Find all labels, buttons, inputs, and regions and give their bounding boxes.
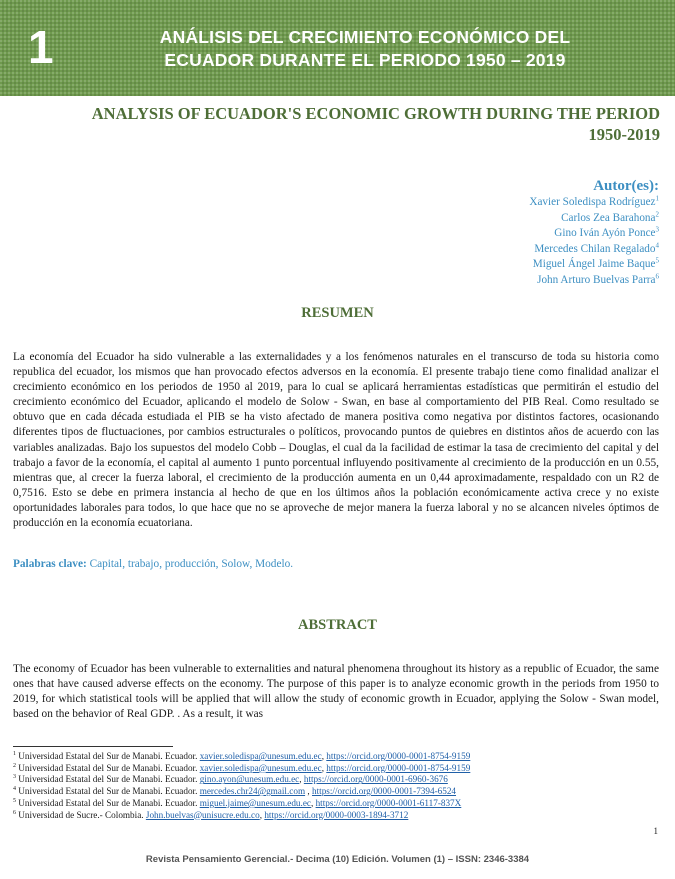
footnote-orcid-link[interactable]: https://orcid.org/0000-0003-1894-3712: [264, 809, 409, 820]
keywords: [13, 557, 659, 572]
footnote-ref: 1: [13, 750, 16, 757]
footnote-ref: 6: [13, 809, 16, 816]
footnote-affiliation: Universidad Estatal del Sur de Manabi. Ecuador.: [18, 774, 198, 785]
author-item: [529, 226, 659, 242]
author-name: Mercedes Chilan Regalado: [534, 242, 656, 255]
footnotes: [13, 751, 659, 821]
footnote-affiliation: Universidad Estatal del Sur de Manabi. Ecuador.: [18, 751, 198, 761]
footnote: $^5$ Universidad Estatal del Sur de Manabi. Ecuador. miguel.jaime@unesum.edu.ec, https://orcid.org/0000-0001-6117-837X: [13, 797, 462, 808]
author-name: Miguel Ángel Jaime Baque: [532, 258, 656, 270]
footnote-email-link[interactable]: xavier.soledispa@unesum.edu.ec: [199, 762, 322, 773]
author-name: Gino Iván Ayón Ponce: [554, 227, 656, 239]
author-ref: 2: [655, 209, 659, 218]
author-name: John Arturo Buelvas Parra: [537, 273, 656, 286]
footnote: $^2$ Universidad Estatal del Sur de Manabi. Ecuador. xavier.soledispa@unesum.edu.ec, https://orcid.org/0000-0001-8754-9159: [13, 762, 471, 773]
footnote-email-link[interactable]: mercedes.chr24@gmail.com: [199, 786, 306, 797]
author-item: [529, 195, 659, 211]
footnote-orcid-link[interactable]: https://orcid.org/0000-0001-8754-9159: [326, 751, 471, 761]
abstract-text: The economy of Ecuador has been vulnerable to externalities and natural phenomena throughout its history as a republic of Ecuador, the same ones that have caused adverse effects on the economy. The purpose of this paper is to analyze economic growth in the periods from 1950 to 2019, for which statistical tools will be applied that will allow the study of economic growth in Ecuador, applying the Solow - Swan model, based on the behavior of Real GDP. . As a result, it was: [13, 663, 659, 721]
english-title-line-1: ANALYSIS OF ECUADOR'S ECONOMIC GROWTH DURING THE PERIOD: [91, 104, 660, 123]
footnote: $^3$ Universidad Estatal del Sur de Manabi. Ecuador. gino.ayon@unesum.edu.ec, https://orcid.org/0000-0001-6960-3676: [13, 774, 448, 785]
footnote-ref: 2: [13, 762, 16, 769]
footnote-ref: 4: [13, 786, 16, 793]
resumen-heading: RESUMEN: [301, 305, 374, 321]
author-ref: 4: [655, 240, 659, 249]
author-item: [529, 273, 659, 289]
chapter-number: 1: [28, 21, 54, 73]
spanish-title: [100, 26, 630, 72]
footnote-affiliation: Universidad Estatal del Sur de Manabi. Ecuador.: [18, 786, 198, 797]
authors-heading: Autor(es):: [593, 178, 659, 194]
english-title: [40, 103, 660, 145]
author-item: [529, 211, 659, 227]
footnote-ref: 5: [13, 797, 16, 804]
footnote-affiliation: Universidad Estatal del Sur de Manabi. Ecuador.: [18, 762, 198, 773]
author-ref: 1: [655, 194, 659, 203]
spanish-title-line-2: ECUADOR DURANTE EL PERIODO 1950 – 2019: [164, 50, 566, 70]
chapter-banner: [0, 0, 675, 96]
page-number: 1: [653, 826, 658, 836]
author-name: Xavier Soledispa Rodríguez: [529, 196, 656, 208]
footnote-orcid-link[interactable]: https://orcid.org/0000-0001-6117-837X: [315, 797, 462, 808]
footnote: $^4$ Universidad Estatal del Sur de Manabi. Ecuador. mercedes.chr24@gmail.com , https://orcid.org/0000-0001-7394-6524: [13, 786, 457, 797]
authors-block: [529, 177, 659, 288]
spanish-title-line-1: ANÁLISIS DEL CRECIMIENTO ECONÓMICO DEL: [159, 27, 571, 47]
footnote-orcid-link[interactable]: https://orcid.org/0000-0001-8754-9159: [326, 762, 471, 773]
author-item: [529, 242, 659, 258]
footnote-orcid-link[interactable]: https://orcid.org/0000-0001-6960-3676: [303, 774, 448, 785]
author-item: [529, 257, 659, 273]
footnote-email-link[interactable]: gino.ayon@unesum.edu.ec: [199, 774, 300, 785]
english-title-line-2: 1950-2019: [588, 125, 660, 144]
footnote-orcid-link[interactable]: https://orcid.org/0000-0001-7394-6524: [312, 786, 457, 797]
footnote: $^1$ Universidad Estatal del Sur de Manabi. Ecuador. xavier.soledispa@unesum.edu.ec, https://orcid.org/0000-0001-8754-9159: [13, 750, 471, 761]
footnote: $^6$ Universidad de Sucre.- Colombia. John.buelvas@unisucre.edu.co, https://orcid.org/0000-0003-1894-3712: [13, 809, 409, 820]
footnote-affiliation: Universidad de Sucre.- Colombia.: [18, 809, 144, 820]
abstract-heading: ABSTRACT: [298, 617, 377, 633]
journal-footer: Revista Pensamiento Gerencial.- Decima (10) Edición. Volumen (1) – ISSN: 2346-3384: [145, 854, 530, 865]
author-name: Carlos Zea Barahona: [561, 211, 656, 224]
footnote-email-link[interactable]: xavier.soledispa@unesum.edu.ec: [199, 751, 322, 761]
footnote-divider: [13, 746, 173, 747]
keywords-label: Palabras clave:: [13, 558, 87, 570]
footnote-affiliation: Universidad Estatal del Sur de Manabi. Ecuador.: [18, 797, 198, 808]
footnote-email-link[interactable]: John.buelvas@unisucre.edu.co: [145, 809, 260, 820]
resumen-text: La economía del Ecuador ha sido vulnerable a las externalidades y a los fenómenos naturales en el transcurso de toda su historia como republica del ecuador, los mismos que han provocado efectos adversos en la economía. El presente trabajo tiene como finalidad analizar el crecimiento económico en los periodos de 1950 al 2019, para lo cual se aplicará herramientas estadísticas que permitirán el estudio del crecimiento económico del Ecuador, aplicando el modelo de Solow - Swan, en base al comportamiento del PIB Real. Como resultado se obtuvo que en cada década estudiada el PIB se ha visto afectado de manera positiva como negativa por distintos factores, ocasionando diferentes tipos de fluctuaciones, por cambios estructurales o políticos, provocando puntos de quiebres en distintos años de acuerdo con las variables analizadas. Bajo los supuestos del modelo Cobb – Douglas, el cual da la facilidad de estimar la tasa de crecimiento del capital y del trabajo a favor de la economía, el capital al aumento 1 punto porcentual influyendo positivamente al crecimiento de la producción en un 0.55, mientras que, al crecer la fuerza laboral, el crecimiento de la producción aumenta en un 0,44 aproximadamente, respaldado con un R2 de 0,7516. Esto se debe en primera instancia al hecho de que en los últimos años la población económicamente activa crece y no existe oportunidades laborales para todos, lo que hace que no se aproveche de mejor manera la fuerza laboral y no se alcancen niveles óptimos de producción en la economía ecuatoriana.: [13, 351, 659, 530]
footnote-ref: 3: [13, 774, 16, 781]
keywords-list: Capital, trabajo, producción, Solow, Modelo.: [89, 558, 294, 570]
author-ref: 3: [655, 225, 659, 234]
author-ref: 6: [655, 271, 659, 280]
footnote-email-link[interactable]: miguel.jaime@unesum.edu.ec: [199, 797, 311, 808]
author-ref: 5: [655, 256, 659, 265]
